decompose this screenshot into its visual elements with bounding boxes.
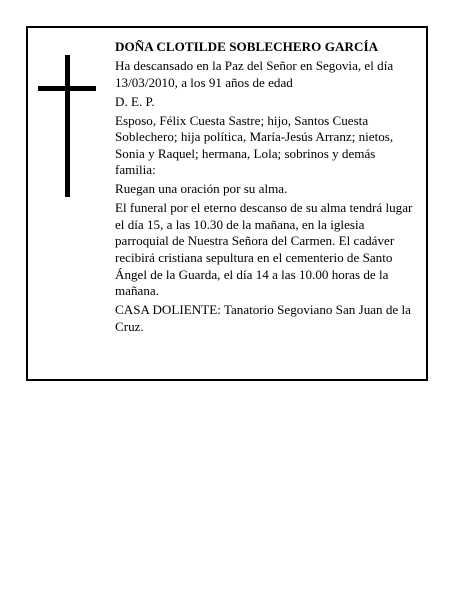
prayer-request: Ruegan una oración por su alma. bbox=[115, 181, 288, 197]
deceased-name: DOÑA CLOTILDE SOBLECHERO GARCÍA bbox=[115, 39, 379, 54]
death-statement: Ha descansado en la Paz del Señor en Segovia, el día 13/03/2010, a los 91 años de edad bbox=[115, 57, 394, 90]
notice-body bbox=[115, 39, 419, 338]
obituary-notice bbox=[26, 26, 428, 381]
rip-line: D. E. P. bbox=[115, 93, 155, 109]
mourning-house: CASA DOLIENTE: Tanatorio Segoviano San Juan de la Cruz. bbox=[115, 302, 411, 334]
cross-vertical-bar bbox=[65, 55, 70, 197]
cross-horizontal-bar bbox=[38, 86, 96, 91]
funeral-details: El funeral por el eterno descanso de su alma tendrá lugar el día 15, a las 10.30 de la mañana, en la iglesia parroquial de Nuestra Señora del Carmen. El cadáver recibirá cristiana sepultura en el cementerio de Santo Ángel de la Guarda, el día 14 a las 10.00 horas de la mañana. bbox=[115, 200, 413, 299]
family-list: Esposo, Félix Cuesta Sastre; hijo, Santos Cuesta Soblechero; hija política, María-Jesús Arranz; nietos, Sonia y Raquel; hermana, Lola; sobrinos y demás familia: bbox=[115, 112, 394, 178]
cross-icon bbox=[38, 55, 96, 197]
